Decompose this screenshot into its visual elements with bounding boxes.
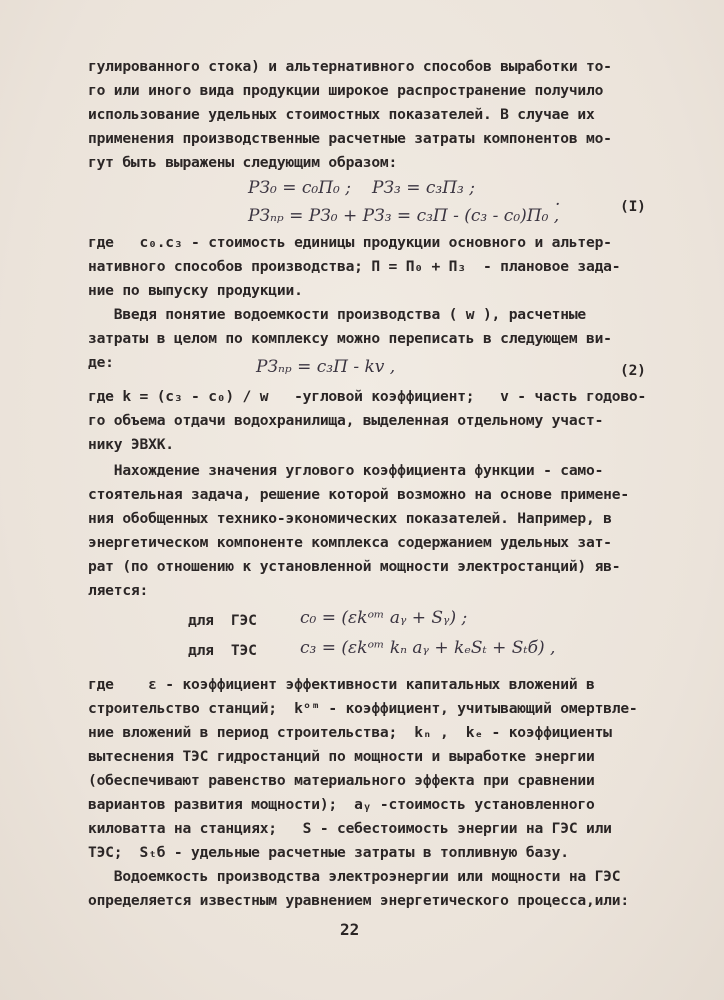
text-line: гут быть выражены следующим образом: bbox=[88, 154, 398, 171]
text-line: стоятельная задача, решение которой возможно на основе примене- bbox=[88, 486, 629, 503]
text-line: Водоемкость производства электроэнергии или мощности на ГЭС bbox=[88, 868, 621, 885]
text-line: строительство станций; kᵒᵐ - коэффициент, учитывающий омертвле- bbox=[88, 700, 638, 717]
text-line: (обеспечивают равенство материального эффекта при сравнении bbox=[88, 772, 595, 789]
text-line: использование удельных стоимостных показателей. В случае их bbox=[88, 106, 595, 123]
formula-1c: РЗₙₚ = РЗ₀ + РЗ₃ = c₃П - (c₃ - c₀)П₀ , bbox=[248, 206, 560, 226]
text-line: нику ЭВХК. bbox=[88, 436, 174, 453]
equation-number-1: (I) bbox=[620, 198, 646, 215]
text-line: ляется: bbox=[88, 582, 149, 599]
text-line: рат (по отношению к установленной мощности электростанций) яв- bbox=[88, 558, 621, 575]
text-line: де: bbox=[88, 354, 114, 371]
text-line: энергетическом компоненте комплекса содержанием удельных зат- bbox=[88, 534, 612, 551]
text-line: вытеснения ТЭС гидростанций по мощности и выработке энергии bbox=[88, 748, 595, 765]
page-number: 22 bbox=[340, 920, 360, 939]
formula-1a: РЗ₀ = c₀П₀ ; bbox=[248, 178, 352, 198]
formula-4: c₃ = (εkᵒᵐ kₙ aᵧ + kₑSₜ + Sₜб) , bbox=[300, 638, 556, 658]
text-line: ТЭС; Sₜб - удельные расчетные затраты в топливную базу. bbox=[88, 844, 569, 861]
text-line: вариантов развития мощности); aᵧ -стоимость установленного bbox=[88, 796, 595, 813]
text-line: Нахождение значения углового коэффициента функции - само- bbox=[88, 462, 604, 479]
formula-2: РЗₙₚ = c₃П - kv , bbox=[256, 357, 396, 377]
formula-1b: РЗ₃ = c₃П₃ ; bbox=[372, 178, 476, 198]
formula-3-label: для ГЭС bbox=[188, 612, 257, 629]
text-line: киловатта на станциях; S - себестоимость энергии на ГЭС или bbox=[88, 820, 612, 837]
text-line: гулированного стока) и альтернативного способов выработки то- bbox=[88, 58, 612, 75]
formula-1-dot: . bbox=[555, 190, 561, 210]
text-line: ния обобщенных технико-экономических показателей. Например, в bbox=[88, 510, 612, 527]
text-line: где ε - коэффициент эффективности капитальных вложений в bbox=[88, 676, 595, 693]
text-line: затраты в целом по комплексу можно переписать в следующем ви- bbox=[88, 330, 612, 347]
text-line: где c₀.c₃ - стоимость единицы продукции основного и альтер- bbox=[88, 234, 612, 251]
text-line: ние по выпуску продукции. bbox=[88, 282, 303, 299]
text-line: применения производственные расчетные затраты компонентов мо- bbox=[88, 130, 612, 147]
text-line: ние вложений в период строительства; kₙ , kₑ - коэффициенты bbox=[88, 724, 612, 741]
formula-4-label: для ТЭС bbox=[188, 642, 257, 659]
text-line: го или иного вида продукции широкое распространение получило bbox=[88, 82, 604, 99]
text-line: где k = (c₃ - c₀) / w -угловой коэффициент; v - часть годово- bbox=[88, 388, 647, 405]
equation-number-2: (2) bbox=[620, 362, 646, 379]
text-line: определяется известным уравнением энергетического процесса,или: bbox=[88, 892, 629, 909]
text-line: Введя понятие водоемкости производства ( w ), расчетные bbox=[88, 306, 586, 323]
text-line: нативного способов производства; П = П₀ + П₃ - плановое зада- bbox=[88, 258, 621, 275]
text-line: го объема отдачи водохранилища, выделенная отдельному участ- bbox=[88, 412, 604, 429]
formula-3: c₀ = (εkᵒᵐ aᵧ + Sᵧ) ; bbox=[300, 608, 468, 628]
